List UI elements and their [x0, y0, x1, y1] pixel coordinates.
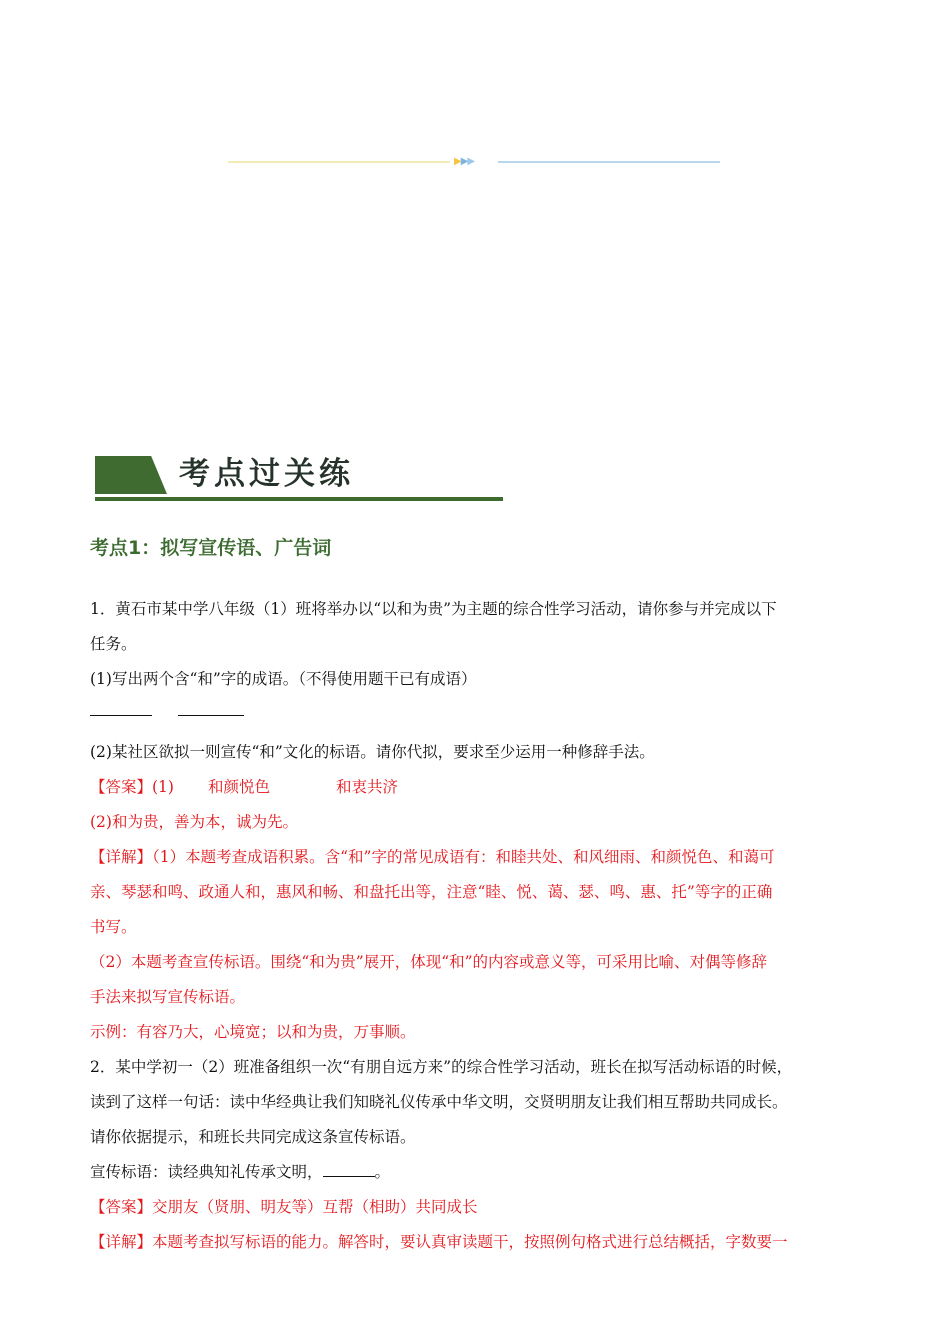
q1-stem-line2: 任务。	[90, 635, 137, 653]
banner-underline	[95, 497, 503, 501]
q1-answer2: (2)和为贵，善为本，诚为先。	[90, 813, 298, 831]
q2-stem-line1: 2．某中学初一（2）班准备组织一次“有朋自远方来”的综合性学习活动，班长在拟写活动标语的时候，	[90, 1058, 793, 1076]
banner-green-block	[95, 456, 167, 494]
answer-label: 【答案】(1)	[90, 778, 174, 796]
q2-detail: 【详解】本题考查拟写标语的能力。解答时，要认真审读题干，按照例句格式进行总结概括，字数要一	[90, 1233, 788, 1251]
q1-detail-line3: 书写。	[90, 918, 137, 936]
q2-stem-line3: 请你依据提示，和班长共同完成这条宣传标语。	[90, 1128, 416, 1146]
triangle-arrows-icon: ▶▶▶	[454, 156, 475, 167]
slogan-prefix: 宣传标语：读经典知礼传承文明，	[90, 1163, 323, 1181]
q1-detail-line2: 亲、琴瑟和鸣、政通人和，惠风和畅、和盘托出等，注意“睦、悦、蔼、瑟、鸣、惠、托”等字的正确	[90, 883, 773, 901]
q1-stem-line1: 1．黄石市某中学八年级（1）班将举办以“以和为贵”为主题的综合性学习活动，请你参与并完成以下	[90, 600, 777, 618]
section-banner	[95, 454, 505, 504]
slogan-blank	[323, 1160, 375, 1177]
slogan-suffix: 。	[374, 1163, 391, 1181]
answer-blank-1	[90, 715, 152, 716]
section-heading: 考点1：拟写宣传语、广告词	[90, 537, 332, 559]
answer-blanks	[90, 697, 860, 735]
q1-sub2: (2)某社区欲拟一则宣传“和”文化的标语。请你代拟，要求至少运用一种修辞手法。	[90, 743, 655, 761]
document-content	[90, 532, 860, 1260]
q1-example: 示例：有容乃大，心境宽；以和为贵，万事顺。	[90, 1023, 416, 1041]
q1-detail2-line1: （2）本题考查宣传标语。围绕“和为贵”展开，体现“和”的内容或意义等，可采用比喻、对偶等修辞	[90, 953, 768, 971]
divider-line-left	[228, 161, 450, 163]
q2-answer: 【答案】交朋友（贤朋、明友等）互帮（相助）共同成长	[90, 1198, 478, 1216]
answer-a: 和颜悦色	[207, 778, 270, 796]
q1-sub1: (1)写出两个含“和”字的成语。（不得使用题干已有成语）	[90, 670, 477, 688]
q2-stem-line2: 读到了这样一句话：读中华经典让我们知晓礼仪传承中华文明，交贤明朋友让我们相互帮助共同成长。	[90, 1093, 788, 1111]
decorative-divider	[228, 152, 720, 172]
answer-b: 和衷共济	[335, 778, 398, 796]
q1-answer-line	[90, 770, 860, 805]
divider-line-right	[498, 161, 720, 163]
q2-slogan-line	[90, 1155, 860, 1190]
answer-blank-2	[178, 715, 244, 716]
banner-title: 考点过关练	[179, 456, 354, 492]
q1-detail-line1: 【详解】（1）本题考查成语积累。含“和”字的常见成语有：和睦共处、和风细雨、和颜悦色、和蔼可	[90, 848, 775, 866]
q1-detail2-line2: 手法来拟写宣传标语。	[90, 988, 246, 1006]
